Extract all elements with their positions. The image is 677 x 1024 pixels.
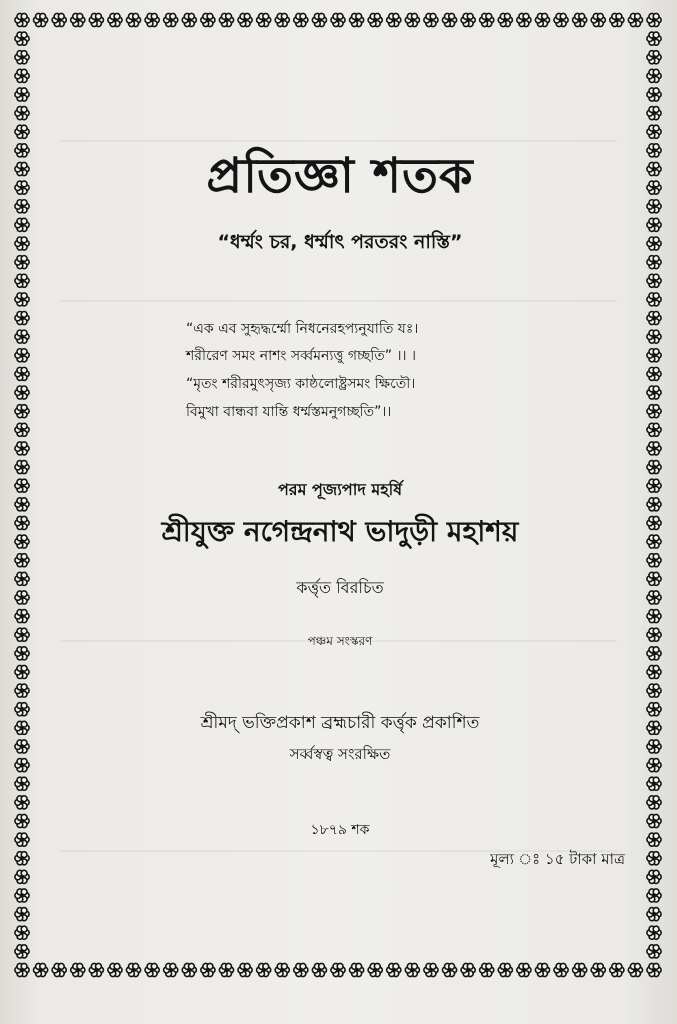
flower-ornament-icon — [647, 200, 661, 213]
flower-ornament-icon — [15, 554, 29, 567]
flower-ornament-icon — [15, 293, 29, 306]
flower-ornament-icon — [647, 870, 661, 883]
flower-ornament-icon — [498, 963, 512, 976]
flower-ornament-icon — [535, 963, 549, 976]
rights-notice: সর্ব্বস্বত্ব সংরক্ষিত — [289, 745, 391, 763]
flower-ornament-icon — [15, 69, 29, 82]
flower-ornament-icon — [15, 181, 29, 194]
flower-ornament-icon — [52, 13, 66, 26]
flower-ornament-icon — [647, 162, 661, 175]
flower-ornament-icon — [15, 796, 29, 809]
flower-ornament-icon — [647, 312, 661, 325]
flower-ornament-icon — [15, 218, 29, 231]
flower-ornament-icon — [442, 963, 456, 976]
flower-ornament-icon — [647, 963, 661, 976]
flower-ornament-icon — [15, 405, 29, 418]
flower-ornament-icon — [71, 963, 85, 976]
flower-ornament-icon — [219, 13, 233, 26]
edition: পঞ্চম সংস্করণ — [307, 634, 373, 648]
flower-ornament-icon — [15, 423, 29, 436]
flower-ornament-icon — [182, 963, 196, 976]
flower-ornament-icon — [89, 963, 103, 976]
flower-ornament-icon — [647, 516, 661, 529]
flower-ornament-icon — [71, 13, 85, 26]
flower-ornament-icon — [405, 13, 419, 26]
flower-ornament-icon — [15, 535, 29, 548]
price: মূল্য ঃ ১৫ টাকা মাত্র — [490, 850, 625, 868]
flower-ornament-icon — [647, 274, 661, 287]
flower-ornament-icon — [275, 13, 289, 26]
flower-ornament-icon — [405, 963, 419, 976]
flower-ornament-icon — [647, 237, 661, 250]
flower-ornament-icon — [647, 684, 661, 697]
flower-ornament-icon — [647, 833, 661, 846]
flower-ornament-icon — [554, 13, 568, 26]
flower-ornament-icon — [480, 963, 494, 976]
flower-ornament-icon — [15, 516, 29, 529]
flower-ornament-icon — [647, 814, 661, 827]
flower-ornament-icon — [480, 13, 494, 26]
flower-ornament-icon — [15, 908, 29, 921]
flower-ornament-icon — [647, 51, 661, 64]
flower-ornament-icon — [387, 13, 401, 26]
flower-ornament-icon — [647, 69, 661, 82]
flower-ornament-icon — [647, 852, 661, 865]
flower-ornament-icon — [15, 852, 29, 865]
flower-ornament-icon — [647, 293, 661, 306]
flower-ornament-icon — [15, 349, 29, 362]
flower-ornament-icon — [554, 963, 568, 976]
flower-ornament-icon — [15, 330, 29, 343]
author-name: শ্রীযুক্ত নগেন্দ্রনাথ ভাদুড়ী মহাশয় — [161, 515, 519, 548]
flower-ornament-icon — [108, 963, 122, 976]
flower-ornament-icon — [647, 554, 661, 567]
flower-ornament-icon — [15, 833, 29, 846]
flower-ornament-icon — [368, 963, 382, 976]
flower-ornament-icon — [442, 13, 456, 26]
flower-ornament-icon — [647, 144, 661, 157]
flower-ornament-icon — [15, 461, 29, 474]
flower-ornament-icon — [312, 13, 326, 26]
flower-ornament-icon — [182, 13, 196, 26]
flower-ornament-icon — [257, 963, 271, 976]
flower-ornament-icon — [647, 777, 661, 790]
flower-ornament-icon — [15, 51, 29, 64]
flower-ornament-icon — [647, 889, 661, 902]
flower-ornament-icon — [647, 498, 661, 511]
flower-ornament-icon — [517, 13, 531, 26]
flower-ornament-icon — [15, 665, 29, 678]
flower-ornament-icon — [108, 13, 122, 26]
flower-ornament-icon — [15, 162, 29, 175]
flower-ornament-icon — [647, 32, 661, 45]
flower-ornament-icon — [647, 405, 661, 418]
flower-ornament-icon — [461, 13, 475, 26]
flower-ornament-icon — [647, 218, 661, 231]
flower-ornament-icon — [424, 13, 438, 26]
author-epithet: পরম পূজ্যপাদ মহর্ষি — [277, 480, 403, 499]
flower-ornament-icon — [591, 13, 605, 26]
flower-ornament-icon — [647, 367, 661, 380]
flower-ornament-icon — [15, 591, 29, 604]
flower-ornament-icon — [294, 13, 308, 26]
flower-ornament-icon — [647, 740, 661, 753]
flower-ornament-icon — [15, 200, 29, 213]
flower-ornament-icon — [15, 684, 29, 697]
page-content — [40, 30, 640, 960]
flower-ornament-icon — [15, 703, 29, 716]
flower-ornament-icon — [15, 256, 29, 269]
flower-ornament-icon — [610, 963, 624, 976]
flower-ornament-icon — [15, 107, 29, 120]
flower-ornament-icon — [126, 13, 140, 26]
flower-ornament-icon — [15, 88, 29, 101]
flower-ornament-icon — [275, 963, 289, 976]
flower-ornament-icon — [647, 926, 661, 939]
verse-line: শরীরেণ সমং নাশং সর্ব্বমন্যত্তু গচ্ছতি” ।। । — [186, 348, 416, 364]
flower-ornament-icon — [15, 144, 29, 157]
verse-line: “মৃতং শরীরমুৎসৃজ্য কাষ্ঠলোষ্ট্রসমং ক্ষিতৌ। — [186, 376, 416, 392]
flower-ornament-icon — [647, 107, 661, 120]
flower-ornament-icon — [498, 13, 512, 26]
flower-ornament-icon — [647, 13, 661, 26]
flower-ornament-icon — [628, 963, 642, 976]
flower-ornament-icon — [535, 13, 549, 26]
flower-ornament-icon — [15, 479, 29, 492]
flower-ornament-icon — [647, 479, 661, 492]
flower-ornament-icon — [15, 740, 29, 753]
flower-ornament-icon — [126, 963, 140, 976]
flower-ornament-icon — [15, 945, 29, 958]
flower-ornament-icon — [647, 330, 661, 343]
flower-ornament-icon — [647, 610, 661, 623]
flower-ornament-icon — [201, 13, 215, 26]
flower-ornament-icon — [33, 963, 47, 976]
flower-ornament-icon — [647, 908, 661, 921]
flower-ornament-icon — [647, 181, 661, 194]
flower-ornament-icon — [331, 13, 345, 26]
flower-ornament-icon — [349, 963, 363, 976]
flower-ornament-icon — [312, 963, 326, 976]
flower-ornament-icon — [647, 647, 661, 660]
flower-ornament-icon — [15, 572, 29, 585]
flower-ornament-icon — [647, 423, 661, 436]
flower-ornament-icon — [610, 13, 624, 26]
flower-ornament-icon — [647, 759, 661, 772]
flower-ornament-icon — [257, 13, 271, 26]
verse-line: বিমুখা বান্ধবা যান্তি ধর্ম্মস্তমনুগচ্ছতি”।। — [186, 404, 392, 420]
flower-ornament-icon — [647, 461, 661, 474]
flower-ornament-icon — [89, 13, 103, 26]
flower-ornament-icon — [294, 963, 308, 976]
flower-ornament-icon — [647, 628, 661, 641]
flower-ornament-icon — [517, 963, 531, 976]
flower-ornament-icon — [331, 963, 345, 976]
composed-by: কর্ত্তৃত বিরচিত — [296, 578, 384, 597]
flower-ornament-icon — [15, 777, 29, 790]
flower-ornament-icon — [15, 442, 29, 455]
book-title: প্রতিজ্ঞা শতক — [206, 148, 474, 204]
flower-ornament-icon — [15, 32, 29, 45]
flower-ornament-icon — [647, 535, 661, 548]
flower-ornament-icon — [387, 963, 401, 976]
flower-ornament-icon — [52, 963, 66, 976]
flower-ornament-icon — [15, 312, 29, 325]
flower-ornament-icon — [424, 963, 438, 976]
flower-ornament-icon — [15, 926, 29, 939]
flower-ornament-icon — [349, 13, 363, 26]
flower-ornament-icon — [15, 814, 29, 827]
flower-ornament-icon — [647, 386, 661, 399]
flower-ornament-icon — [647, 125, 661, 138]
flower-ornament-icon — [15, 721, 29, 734]
flower-ornament-icon — [15, 647, 29, 660]
flower-ornament-icon — [573, 963, 587, 976]
flower-ornament-icon — [33, 13, 47, 26]
flower-ornament-icon — [647, 442, 661, 455]
flower-ornament-icon — [368, 13, 382, 26]
publication-year: ১৮৭৯ শক — [310, 822, 370, 838]
flower-ornament-icon — [164, 963, 178, 976]
flower-ornament-icon — [647, 349, 661, 362]
flower-ornament-icon — [15, 889, 29, 902]
flower-ornament-icon — [15, 963, 29, 976]
flower-ornament-icon — [219, 963, 233, 976]
flower-ornament-icon — [15, 274, 29, 287]
flower-ornament-icon — [238, 13, 252, 26]
flower-ornament-icon — [15, 13, 29, 26]
flower-ornament-icon — [647, 945, 661, 958]
flower-ornament-icon — [461, 963, 475, 976]
flower-ornament-icon — [15, 237, 29, 250]
flower-ornament-icon — [15, 628, 29, 641]
flower-ornament-icon — [647, 591, 661, 604]
flower-ornament-icon — [15, 498, 29, 511]
flower-ornament-icon — [647, 256, 661, 269]
flower-ornament-icon — [201, 963, 215, 976]
publisher: শ্রীমদ্ ভক্তিপ্রকাশ ব্রহ্মচারী কর্ত্তৃক প্রকাশিত — [200, 713, 480, 733]
flower-ornament-icon — [145, 13, 159, 26]
flower-ornament-icon — [647, 721, 661, 734]
motto: “ধর্ম্মং চর, ধর্ম্মাৎ পরতরং নাস্তি” — [217, 231, 463, 253]
flower-ornament-icon — [647, 665, 661, 678]
flower-ornament-icon — [15, 367, 29, 380]
flower-ornament-icon — [591, 963, 605, 976]
flower-ornament-icon — [15, 125, 29, 138]
flower-ornament-icon — [573, 13, 587, 26]
flower-ornament-icon — [15, 759, 29, 772]
flower-ornament-icon — [164, 13, 178, 26]
flower-ornament-icon — [628, 13, 642, 26]
flower-ornament-icon — [647, 88, 661, 101]
flower-ornament-icon — [145, 963, 159, 976]
verse-line: “এক এব সুহৃদ্ধর্ম্মো নিধনেরহপ্যনুযাতি যঃ। — [186, 321, 419, 337]
flower-ornament-icon — [647, 703, 661, 716]
flower-ornament-icon — [238, 963, 252, 976]
flower-ornament-icon — [15, 386, 29, 399]
flower-ornament-icon — [647, 572, 661, 585]
flower-ornament-icon — [15, 610, 29, 623]
flower-ornament-icon — [15, 870, 29, 883]
flower-ornament-icon — [647, 796, 661, 809]
